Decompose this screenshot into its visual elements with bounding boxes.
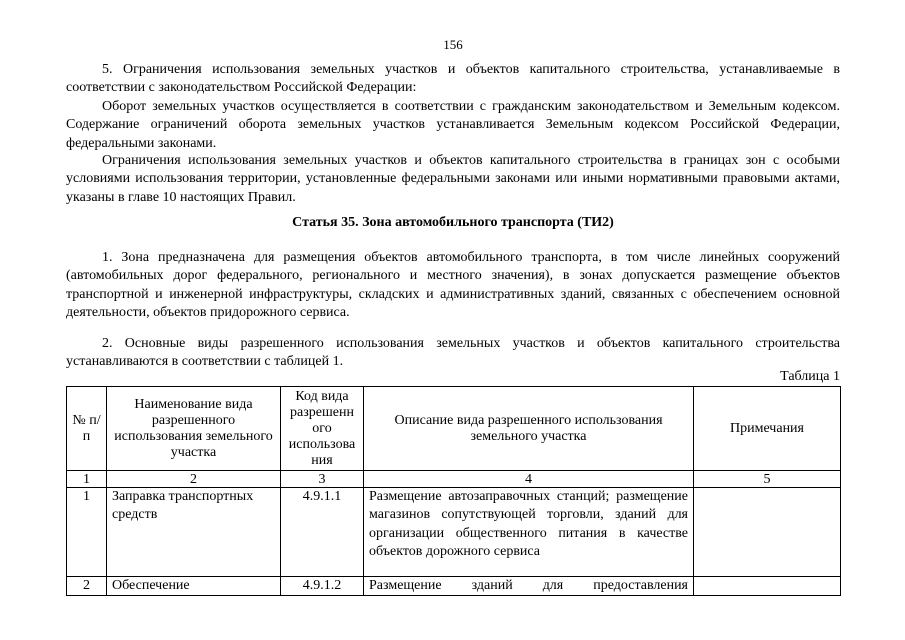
row-use-name: Заправка транспортных средств (107, 488, 281, 577)
table-column-numbers-row (67, 471, 841, 488)
row-use-description: Размещение зданий для предоставления (364, 577, 694, 596)
row-use-code: 4.9.1.2 (281, 577, 364, 596)
page-number: 156 (443, 37, 463, 52)
paragraph-zone-purpose: 1. Зона предназначена для размещения объектов автомобильного транспорта, в том числе линейных сооружений (автомобильных дорог федерального, регионального и местного значения), в зонах допускается размещение объектов транспортной и инженерной инфраструктуры, складских и административных зданий, связанных с обеспечением основной деятельности, объектов придорожного сервиса. (66, 250, 840, 320)
header-number: № п/п (67, 387, 107, 471)
header-notes: Примечания (694, 387, 841, 471)
header-use-code: Код вида разрешенн ого использова ния (281, 387, 364, 471)
table-caption: Таблица 1 (780, 369, 840, 384)
table-row (67, 488, 841, 577)
paragraph-land-turnover: Оборот земельных участков осуществляется в соответствии с гражданским законодательством и Земельным кодексом. Содержание ограничений оборота земельных участков устанавливается Земельным кодексом Российской Федерации, федеральными законами. (66, 99, 840, 151)
header-use-description: Описание вида разрешенного использования земельного участка (364, 387, 694, 471)
row-notes (694, 488, 841, 577)
header-use-name: Наименование вида разрешенного использования земельного участка (107, 387, 281, 471)
column-number: 1 (67, 471, 107, 488)
paragraph-special-zones: Ограничения использования земельных участков и объектов капитального строительства в границах зон с особыми условиями использования территории, установленные федеральными законами или иными нормативными правовыми актами, указаны в главе 10 настоящих Правил. (66, 153, 840, 205)
paragraph-main-uses: 2. Основные виды разрешенного использования земельных участков и объектов капитального строительства устанавливаются в соответствии с таблицей 1. (66, 336, 840, 370)
table-header-row (67, 387, 841, 471)
row-notes (694, 577, 841, 596)
paragraph-restrictions-heading: 5. Ограничения использования земельных участков и объектов капитального строительства, устанавливаемые в соответствии с законодательством Российской Федерации: (66, 62, 840, 96)
row-number: 1 (67, 488, 107, 577)
row-use-name: Обеспечение (107, 577, 281, 596)
permitted-use-table (66, 386, 841, 596)
column-number: 3 (281, 471, 364, 488)
row-use-code: 4.9.1.1 (281, 488, 364, 577)
column-number: 5 (694, 471, 841, 488)
column-number: 2 (107, 471, 281, 488)
table-row (67, 577, 841, 596)
row-use-description: Размещение автозаправочных станций; размещение магазинов сопутствующей торговли, зданий для организации общественного питания в качестве объектов дорожного сервиса (364, 488, 694, 577)
article-title: Статья 35. Зона автомобильного транспорта (ТИ2) (292, 215, 614, 230)
column-number: 4 (364, 471, 694, 488)
row-number: 2 (67, 577, 107, 596)
